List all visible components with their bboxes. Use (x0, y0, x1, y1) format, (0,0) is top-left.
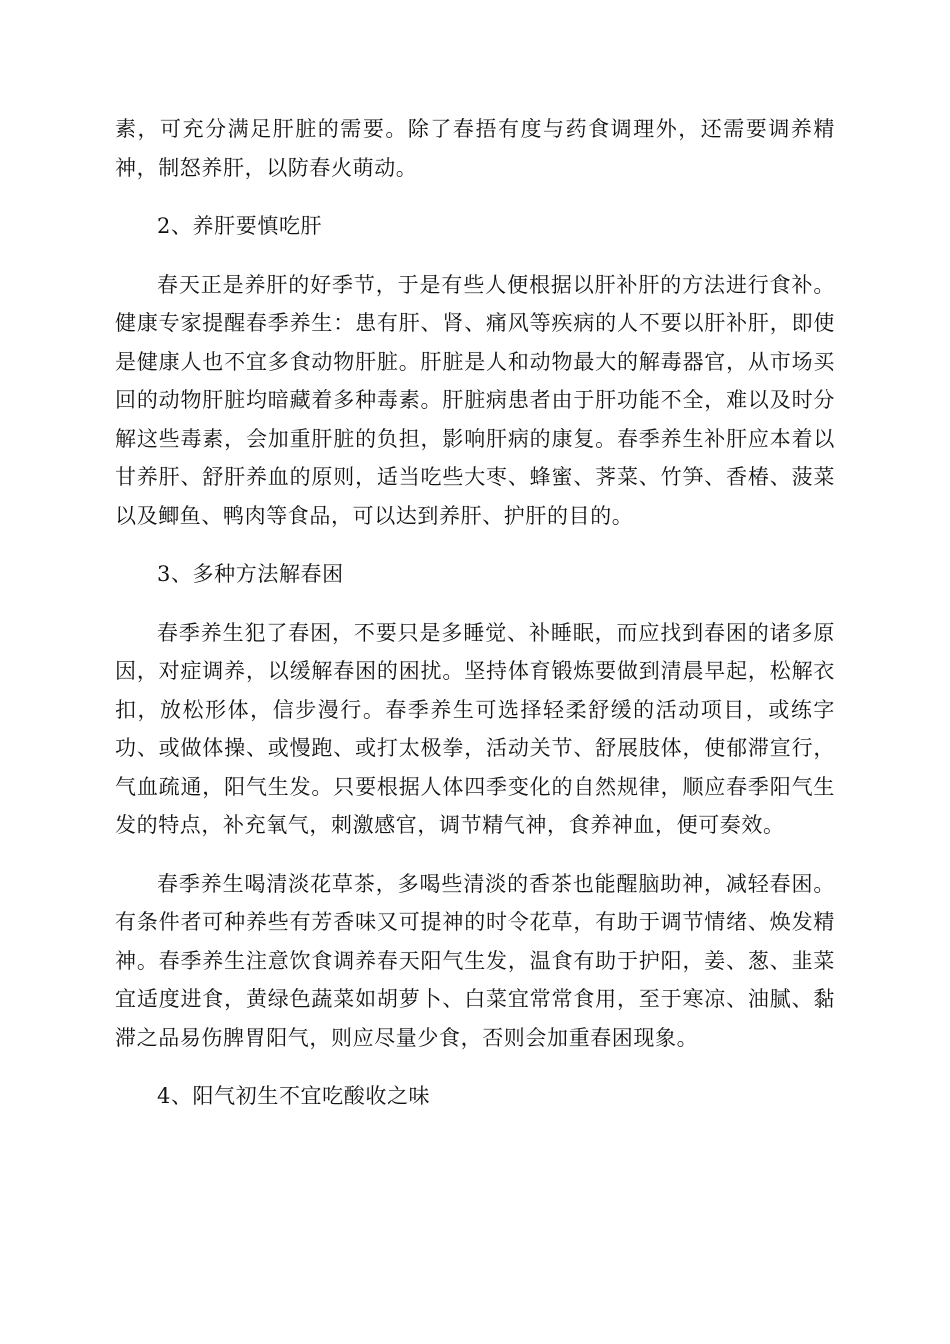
section-heading-4: 4、阳气初生不宜吃酸收之味 (157, 1084, 431, 1108)
section-heading-2: 2、养肝要慎吃肝 (157, 214, 323, 238)
body-text (115, 110, 835, 1136)
paragraph-spring-fatigue: 春季养生犯了春困，不要只是多睡觉、补睡眠，而应找到春困的诸多原因，对症调养，以缓解春困的困扰。坚持体育锻炼要做到清晨早起，松解衣扣，放松形体，信步漫行。春季养生可选择轻柔舒缓的活动项目，或练字功、或做体操、或慢跑、或打太极拳，活动关节、舒展肢体，使郁滞宣行，气血疏通，阳气生发。只要根据人体四季变化的自然规律，顺应春季阳气生发的特点，补充氧气，刺激感官，调节精气神，食养神血，便可奏效。 (115, 620, 835, 837)
section-heading-3: 3、多种方法解春困 (157, 562, 344, 586)
paragraph-herbal-tea: 春季养生喝清淡花草茶，多喝些清淡的香茶也能醒脑助神，减轻春困。有条件者可种养些有芳香味又可提神的时令花草，有助于调节情绪、焕发精神。春季养生注意饮食调养春天阳气生发，温食有助于护阳，姜、葱、韭菜宜适度进食，黄绿色蔬菜如胡萝卜、白菜宜常常食用，至于寒凉、油腻、黏滞之品易伤脾胃阳气，则应尽量少食，否则会加重春困现象。 (115, 871, 835, 1050)
paragraph-liver-diet: 春天正是养肝的好季节，于是有些人便根据以肝补肝的方法进行食补。健康专家提醒春季养生：患有肝、肾、痛风等疾病的人不要以肝补肝，即使是健康人也不宜多食动物肝脏。肝脏是人和动物最大的解毒器官，从市场买回的动物肝脏均暗藏着多种毒素。肝脏病患者由于肝功能不全，难以及时分解这些毒素，会加重肝脏的负担，影响肝病的康复。春季养生补肝应本着以甘养肝、舒肝养血的原则，适当吃些大枣、蜂蜜、荠菜、竹笋、香椿、菠菜以及鲫鱼、鸭肉等食品，可以达到养肝、护肝的目的。 (115, 272, 835, 528)
paragraph-continued: 素，可充分满足肝脏的需要。除了春捂有度与药食调理外，还需要调养精神，制怒养肝，以防春火萌动。 (115, 117, 835, 180)
